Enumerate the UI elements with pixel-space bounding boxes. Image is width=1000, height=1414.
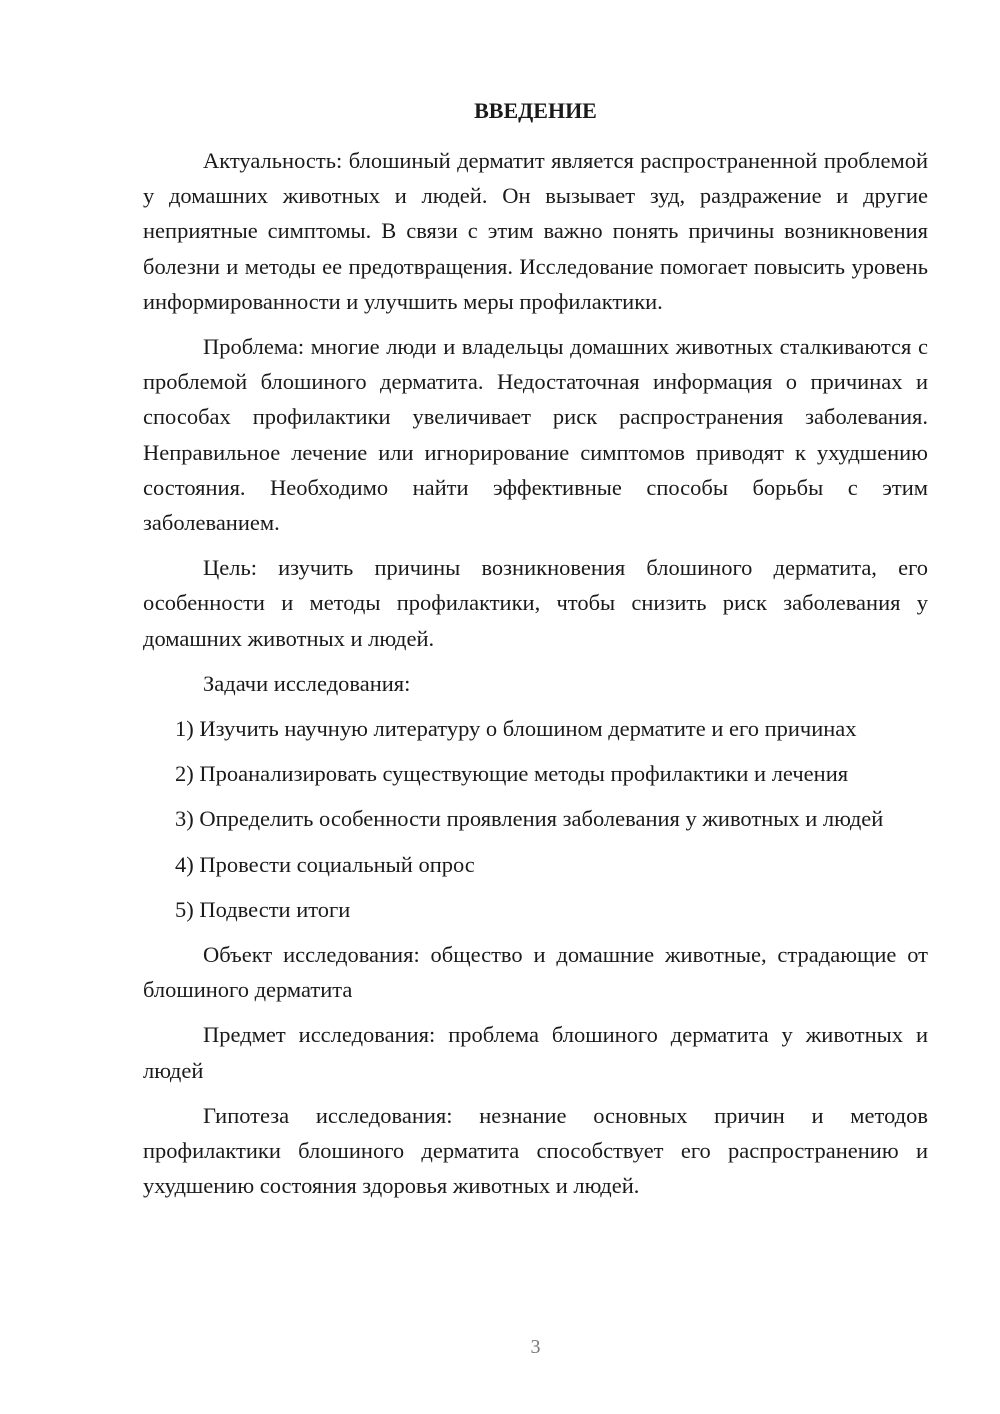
paragraph-relevance: Актуальность: блошиный дерматит является распространенной проблемой у домашних животных и людей. Он вызывает зуд, раздражение и другие неприятные симптомы. В связи с этим важно понять причины возникновения болезни и методы ее предотвращения. Исследование помогает повысить уровень информированности и улучшить меры профилактики.	[143, 148, 928, 314]
list-item: 5) Подвести итоги	[175, 896, 351, 922]
paragraph-goal: Цель: изучить причины возникновения блошиного дерматита, его особенности и методы профилактики, чтобы снизить риск заболевания у домашних животных и людей.	[143, 555, 928, 651]
paragraph-problem: Проблема: многие люди и владельцы домашних животных сталкиваются с проблемой блошиного дерматита. Недостаточная информация о причинах и способах профилактики увеличивает риск распространения заболевания. Неправильное лечение или игнорирование симптомов приводят к ухудшению состояния. Необходимо найти эффективные способы борьбы с этим заболеванием.	[143, 334, 928, 536]
paragraph-object: Объект исследования: общество и домашние животные, страдающие от блошиного дерматита	[143, 942, 928, 1003]
list-item: 1) Изучить научную литературу о блошином дерматите и его причинах	[175, 716, 857, 742]
list-item: 4) Провести социальный опрос	[175, 851, 475, 877]
paragraph-hypothesis: Гипотеза исследования: незнание основных причин и методов профилактики блошиного дерматита способствует его распространению и ухудшению состояния здоровья животных и людей.	[143, 1102, 928, 1199]
document-body	[143, 143, 928, 1213]
paragraph-subject: Предмет исследования: проблема блошиного дерматита у животных и людей	[143, 1022, 928, 1083]
paragraph-tasks-heading: Задачи исследования:	[203, 670, 411, 696]
list-item: 2) Проанализировать существующие методы профилактики и лечения	[175, 761, 849, 787]
page-number: 3	[530, 1336, 541, 1358]
list-item: 3) Определить особенности проявления заболевания у животных и людей	[175, 806, 884, 832]
section-title: ВВЕДЕНИЕ	[474, 98, 597, 123]
